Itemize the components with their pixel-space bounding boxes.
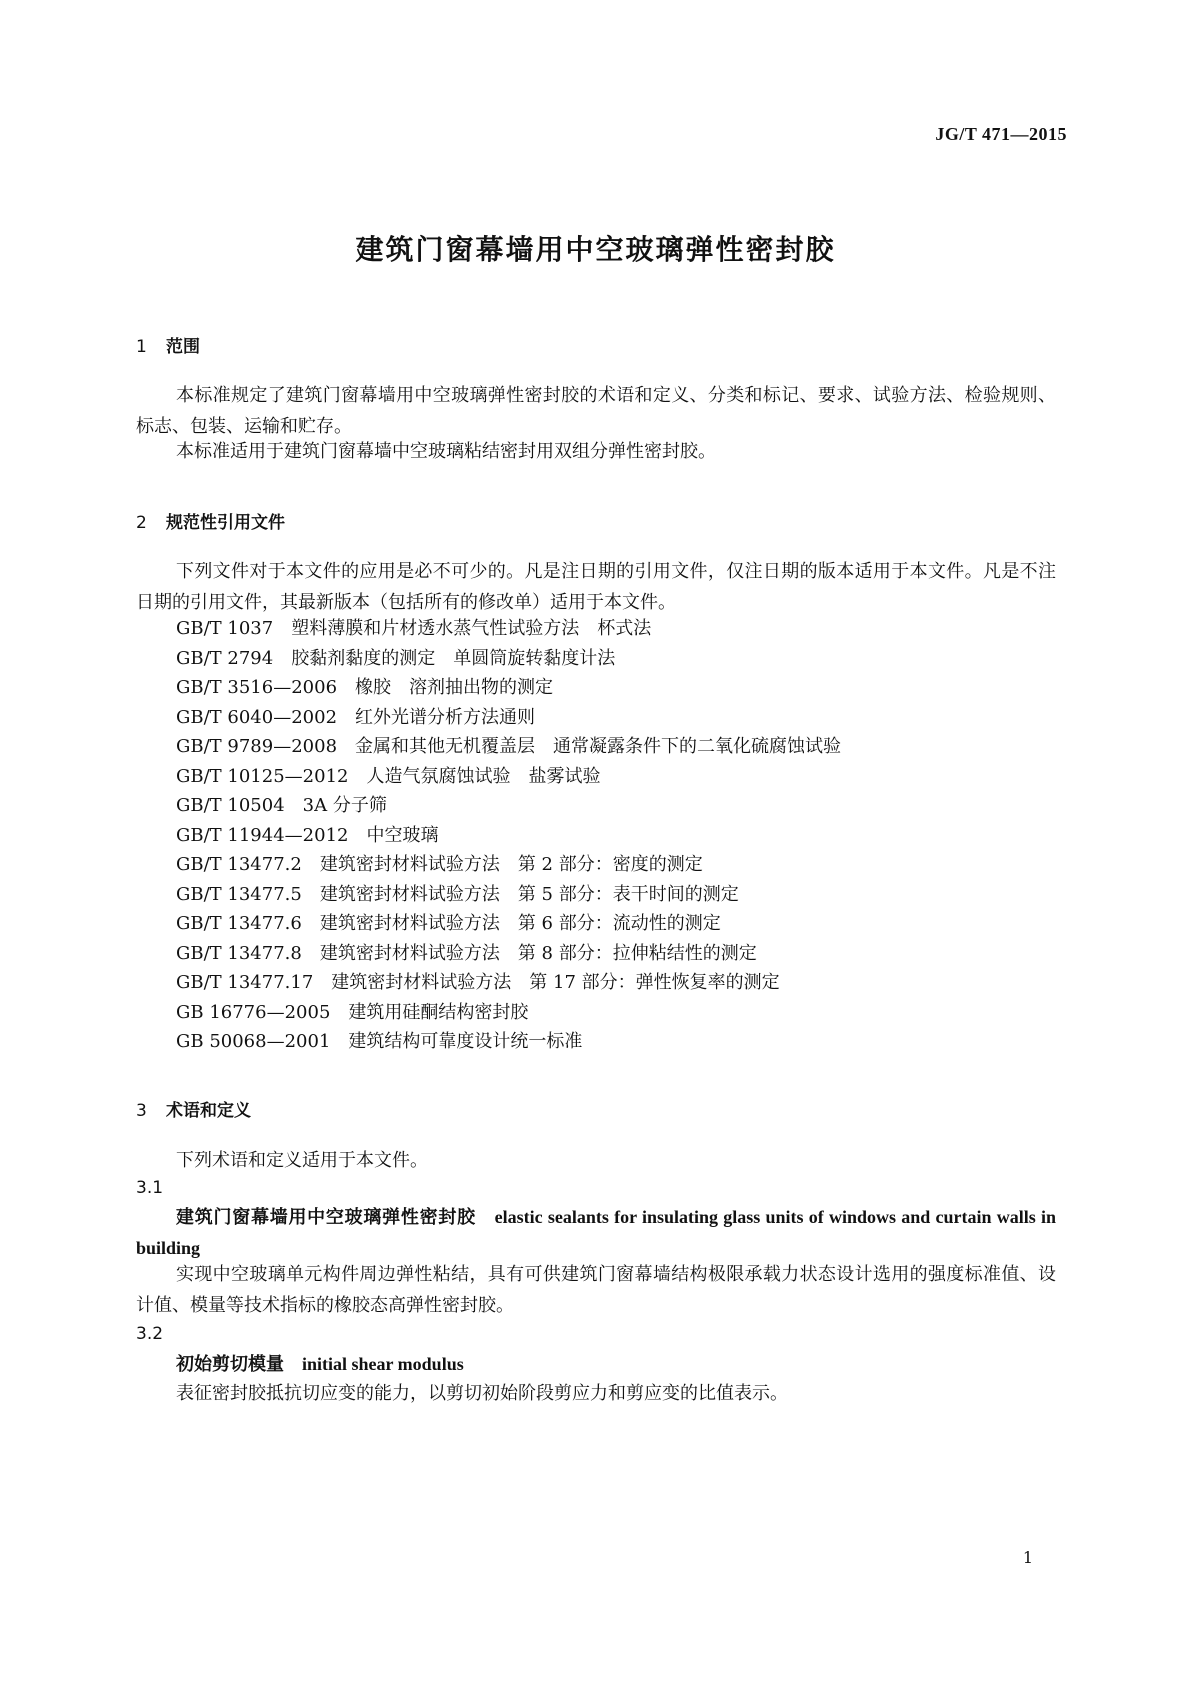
section-1-paragraph-2: 本标准适用于建筑门窗幕墙中空玻璃粘结密封用双组分弹性密封胶。 [176, 441, 716, 462]
section-title: 规范性引用文件 [166, 513, 285, 533]
term-definition: 实现中空玻璃单元构件周边弹性粘结，具有可供建筑门窗幕墙结构极限承载力状态设计选用的强度标准值、设计值、模量等技术指标的橡胶态高弹性密封胶。 [136, 1264, 1056, 1316]
term-chinese: 初始剪切模量 [176, 1354, 284, 1375]
section-number: 1 [136, 337, 147, 357]
term-number: 3.1 [136, 1178, 164, 1198]
reference-item: GB/T 2794 胶黏剂黏度的测定 单圆筒旋转黏度计法 [176, 648, 616, 669]
section-2-heading [136, 508, 285, 533]
section-2-intro: 下列文件对于本文件的应用是必不可少的。凡是注日期的引用文件，仅注日期的版本适用于本文件。凡是不注日期的引用文件，其最新版本（包括所有的修改单）适用于本文件。 [136, 561, 1056, 613]
reference-item: GB/T 13477.17 建筑密封材料试验方法 第 17 部分：弹性恢复率的测定 [176, 972, 780, 993]
reference-item: GB/T 11944—2012 中空玻璃 [176, 825, 439, 846]
term-definition: 表征密封胶抵抗切应变的能力，以剪切初始阶段剪应力和剪应变的比值表示。 [176, 1383, 788, 1404]
reference-item: GB/T 1037 塑料薄膜和片材透水蒸气性试验方法 杯式法 [176, 618, 652, 639]
reference-item: GB/T 9789—2008 金属和其他无机覆盖层 通常凝露条件下的二氧化硫腐蚀试验 [176, 736, 842, 757]
term-number: 3.2 [136, 1324, 164, 1344]
reference-item: GB 16776—2005 建筑用硅酮结构密封胶 [176, 1002, 529, 1023]
reference-item: GB/T 13477.8 建筑密封材料试验方法 第 8 部分：拉伸粘结性的测定 [176, 943, 757, 964]
section-1-heading [136, 332, 200, 357]
term-english: initial shear modulus [302, 1354, 464, 1374]
reference-item: GB/T 13477.5 建筑密封材料试验方法 第 5 部分：表干时间的测定 [176, 884, 739, 905]
page-number: 1 [1022, 1548, 1033, 1567]
section-number: 3 [136, 1101, 147, 1121]
reference-item: GB/T 3516—2006 橡胶 溶剂抽出物的测定 [176, 677, 554, 698]
section-title: 术语和定义 [166, 1101, 251, 1121]
section-1-paragraph-1: 本标准规定了建筑门窗幕墙用中空玻璃弹性密封胶的术语和定义、分类和标记、要求、试验方法、检验规则、标志、包装、运输和贮存。 [136, 385, 1056, 437]
reference-item: GB/T 10125—2012 人造气氛腐蚀试验 盐雾试验 [176, 766, 601, 787]
term-chinese: 建筑门窗幕墙用中空玻璃弹性密封胶 [176, 1207, 476, 1228]
term-english: elastic sealants for insulating glass units of windows and curtain walls in building [136, 1207, 1057, 1258]
section-number: 2 [136, 513, 147, 533]
section-3-intro: 下列术语和定义适用于本文件。 [176, 1150, 428, 1171]
term-heading [136, 1349, 1056, 1380]
section-3-heading [136, 1096, 251, 1121]
reference-item: GB/T 13477.2 建筑密封材料试验方法 第 2 部分：密度的测定 [176, 854, 703, 875]
section-title: 范围 [166, 337, 200, 357]
standard-code: JG/T 471—2015 [935, 124, 1067, 144]
reference-item: GB 50068—2001 建筑结构可靠度设计统一标准 [176, 1031, 583, 1052]
document-title: 建筑门窗幕墙用中空玻璃弹性密封胶 [355, 233, 836, 266]
reference-item: GB/T 6040—2002 红外光谱分析方法通则 [176, 707, 536, 728]
reference-item: GB/T 13477.6 建筑密封材料试验方法 第 6 部分：流动性的测定 [176, 913, 721, 934]
term-heading [136, 1202, 1056, 1264]
reference-item: GB/T 10504 3A 分子筛 [176, 795, 387, 816]
